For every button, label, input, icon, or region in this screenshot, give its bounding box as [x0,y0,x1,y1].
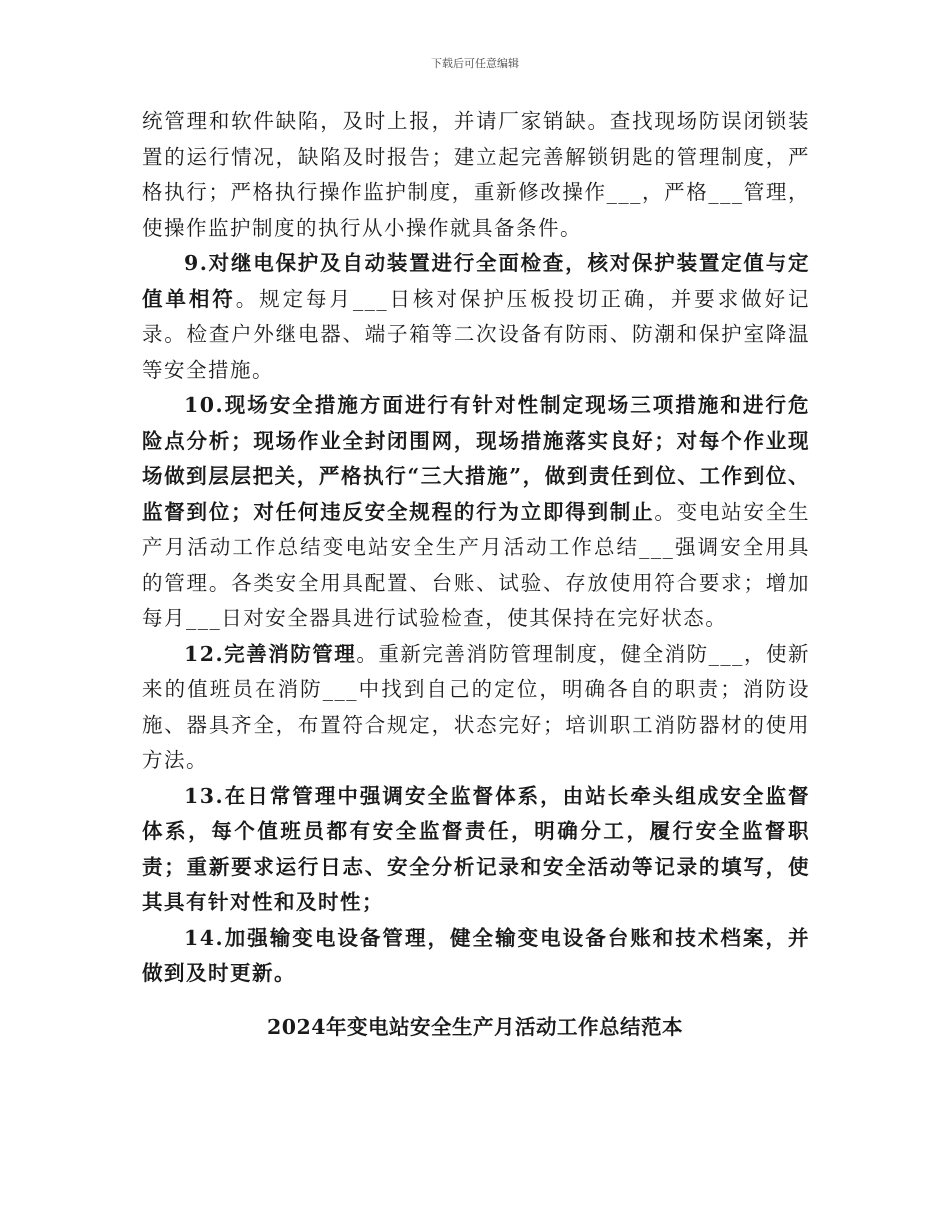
item-14-heading: 14.加强输变电设备管理，健全输变电设备台账和技术档案，并做到及时更新。 [142,925,810,985]
paragraph-item-13 [142,779,810,921]
item-9-heading: 9.对继电保护及自动装置进行全面检查，核对保护装置定值与定值单相符 [142,251,810,311]
item-10-text: 。变电站安全生产月活动工作总结变电站安全生产月活动工作总结___强调安全用具的管理。各类安全用具配置、台账、试验、存放使用符合要求；增加每月___日对安全器具进行试验检查，使其保持在完好状态。 [142,499,810,630]
item-12-text: 。重新完善消防管理制度，健全消防___，使新来的值班员在消防___中找到自己的定位，明确各自的职责；消防设施、器具齐全，布置符合规定，状态完好；培训职工消防器材的使用方法。 [142,641,810,772]
document-body [142,104,810,992]
paragraph-item-10 [142,388,810,637]
document-title: 2024年变电站安全生产月活动工作总结范本 [266,1015,684,1039]
item-9-text: 。规定每月___日核对保护压板投切正确，并要求做好记录。检查户外继电器、端子箱等二次设备有防雨、防潮和保护室降温等安全措施。 [142,286,811,382]
paragraph-continuation: 统管理和软件缺陷，及时上报，并请厂家销缺。查找现场防误闭锁装置的运行情况，缺陷及时报告；建立起完善解锁钥匙的管理制度，严格执行；严格执行操作监护制度，重新修改操作___，严格___管理，使操作监护制度的执行从小操作就具备条件。 [142,109,810,240]
item-12-heading: 12.完善消防管理 [184,641,357,666]
paragraph-item-9 [142,246,810,388]
item-10-heading: 10.现场安全措施方面进行有针对性制定现场三项措施和进行危险点分析；现场作业全封闭围网，现场措施落实良好；对每个作业现场做到层层把关，严格执行“三大措施”，做到责任到位、工作到位、监督到位；对任何违反安全规程的行为立即得到制止 [142,393,810,524]
paragraph-item-14 [142,921,810,992]
paragraph-item-12 [142,637,810,779]
item-13-heading: 13.在日常管理中强调安全监督体系，由站长牵头组成安全监督体系，每个值班员都有安全监督责任，明确分工，履行安全监督职责；重新要求运行日志、安全分析记录和安全活动等记录的填写，使其具有针对性和及时性； [142,783,810,914]
page-header: 下载后可任意编辑 [431,57,519,70]
